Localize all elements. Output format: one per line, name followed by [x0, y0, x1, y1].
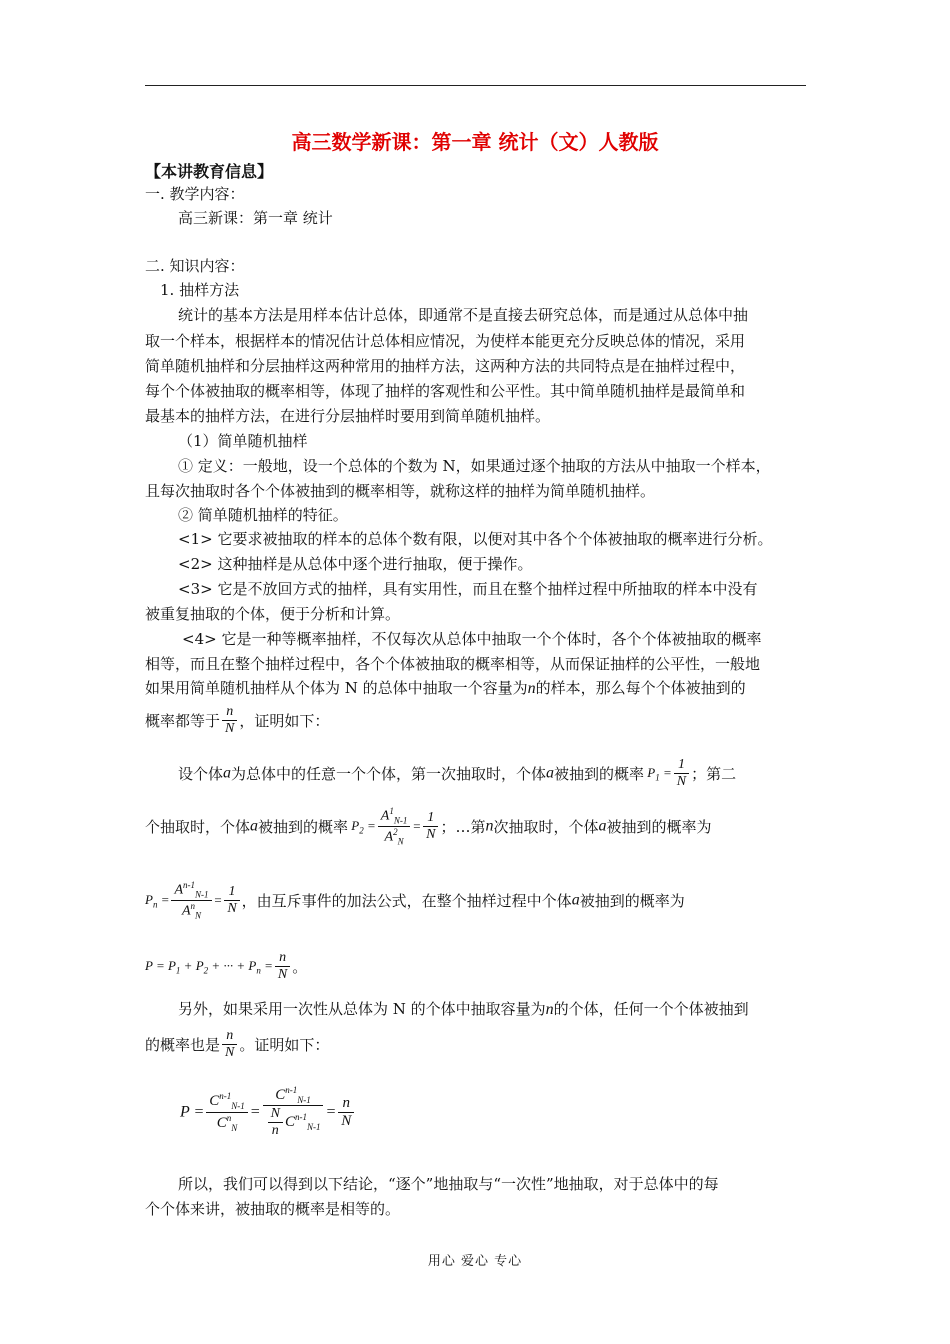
content-heading: 一. 教学内容：	[145, 185, 245, 203]
fraction-n-over-N: $\frac{n}{N}$	[222, 704, 237, 737]
definition-line: ① 定义：一般地，设一个总体的个数为 N，如果通过逐个抽取的方法从中抽取一个样本，	[178, 457, 771, 475]
section-header: 【本讲教育信息】	[145, 162, 274, 181]
feature-4-line: 如果用简单随机抽样从个体为 N 的总体中抽取一个容量为n的样本，那么每个个体被抽到的	[145, 679, 746, 697]
proof-line-1: 设个体a为总体中的任意一个个体，第一次抽取时，个体a被抽到的概率 $P_1$ = $\frac{1}{N}$ ；第二	[178, 757, 737, 790]
feature-1: <1> 它要求被抽取的样本的总体个数有限，以便对其中各个个体被抽取的概率进行分析。	[178, 530, 773, 548]
subheading-sampling: 1. 抽样方法	[160, 281, 240, 299]
proof-line-2: 个抽取时，个体a被抽到的概率 $P_2$ = $\frac{A^1_{N-1}}{A^2_N}$ = $\frac{1}{N}$ ；…第n次抽取时，个体a被抽到的概率为	[145, 806, 712, 847]
proof-line-3: $P_n$ = $\frac{A^{n-1}_{N-1}}{A^n_N}$ = $\frac{1}{N}$ ，由互斥事件的加法公式，在整个抽样过程中个体a被抽到的概率为	[145, 880, 685, 921]
feature-heading: ② 简单随机抽样的特征。	[178, 506, 348, 524]
paragraph-line: 取一个样本，根据样本的情况估计总体相应情况，为使样本能更充分反映总体的情况，采用	[145, 332, 746, 350]
paragraph-line: 统计的基本方法是用样本估计总体，即通常不是直接去研究总体，而是通过从总体中抽	[178, 306, 749, 324]
feature-4-line: 相等，而且在整个抽样过程中，各个个体被抽取的概率相等，从而保证抽样的公平性，一般地	[145, 655, 761, 673]
sum-formula: $P = P_1 + P_2$ + ··· + $P_n$ = $\frac{n}{N}$ 。	[145, 950, 308, 983]
feature-4-last-line: 概率都等于 $\frac{n}{N}$ ，证明如下：	[145, 704, 330, 737]
knowledge-heading: 二. 知识内容：	[145, 257, 245, 275]
once-line-1: 另外，如果采用一次性从总体为 N 的个体中抽取容量为n的个体，任何一个个体被抽到	[178, 1000, 749, 1018]
subheading-simple-random: （1）简单随机抽样	[178, 432, 308, 450]
content-text: 高三新课：第一章 统计	[178, 209, 333, 227]
page-footer: 用心 爱心 专心	[427, 1254, 523, 1269]
feature-3-line: 被重复抽取的个体，便于分析和计算。	[145, 605, 401, 623]
paragraph-line: 最基本的抽样方法，在进行分层抽样时要用到简单随机抽样。	[145, 407, 551, 425]
conclusion-line: 个个体来讲，被抽取的概率是相等的。	[145, 1200, 401, 1218]
feature-2: <2> 这种抽样是从总体中逐个进行抽取，便于操作。	[178, 555, 533, 573]
header-rule	[145, 85, 806, 86]
combination-formula: P = $\frac{C^{n-1}_{N-1}}{C^n_N}$ = $C^{n-1}_{N-1}$ $\frac{N}{n}$ $C^{n-1}_{N-1}$ = $\frac{n}{N}$	[180, 1085, 356, 1140]
feature-3-line: <3> 它是不放回方式的抽样，具有实用性，而且在整个抽样过程中所抽取的样本中没有	[178, 580, 758, 598]
conclusion-line: 所以，我们可以得到以下结论，“逐个”地抽取与“一次性”地抽取，对于总体中的每	[178, 1175, 719, 1193]
once-line-2: 的概率也是 $\frac{n}{N}$ 。证明如下：	[145, 1028, 330, 1061]
document-title: 高三数学新课：第一章 统计（文）人教版	[291, 130, 659, 154]
definition-line: 且每次抽取时各个个体被抽到的概率相等，就称这样的抽样为简单随机抽样。	[145, 482, 656, 500]
paragraph-line: 简单随机抽样和分层抽样这两种常用的抽样方法，这两种方法的共同特点是在抽样过程中，	[145, 357, 746, 375]
feature-4-line: <4> 它是一种等概率抽样，不仅每次从总体中抽取一个个体时，各个个体被抽取的概率	[182, 630, 762, 648]
paragraph-line: 每个个体被抽取的概率相等，体现了抽样的客观性和公平性。其中简单随机抽样是最简单和	[145, 382, 746, 400]
